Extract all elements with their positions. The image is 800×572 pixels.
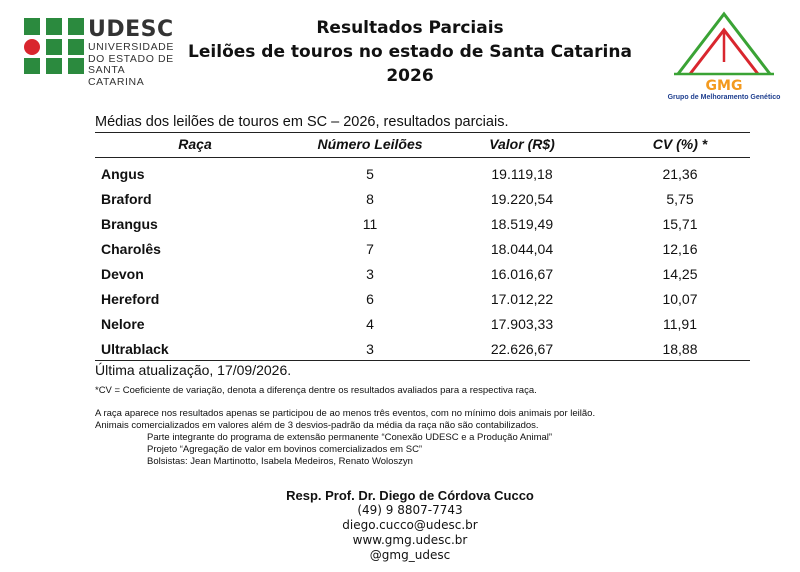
gmg-caption: Grupo de Melhoramento Genético xyxy=(667,94,781,101)
udesc-name: UDESC xyxy=(88,17,174,42)
cell-numero: 7 xyxy=(366,241,374,257)
table-header-rule xyxy=(95,157,750,158)
cell-valor: 18.519,49 xyxy=(490,216,554,232)
title-line-2: Leilões de touros no estado de Santa Catarina xyxy=(188,42,632,62)
title-line-3: 2026 xyxy=(386,66,434,86)
cell-numero: 3 xyxy=(366,266,374,282)
cell-cv: 21,36 xyxy=(662,166,698,182)
table-row xyxy=(95,191,750,211)
table-row xyxy=(95,216,750,236)
note-line-5: Bolsistas: Jean Martinotto, Isabela Medeiros, Renato Woloszyn xyxy=(147,456,413,467)
notes xyxy=(95,408,595,468)
cell-numero: 8 xyxy=(366,191,374,207)
gmg-mark: GMG xyxy=(705,78,743,94)
gmg-logo xyxy=(664,8,784,108)
note-line-3: Parte integrante do programa de extensão permanente “Conexão UDESC e a Produção Animal” xyxy=(147,432,553,443)
note-line-1: A raça aparece nos resultados apenas se participou de ao menos três eventos, com no mínimo dois animais por leilão. xyxy=(95,408,596,419)
table-row xyxy=(95,241,750,261)
header-cv: CV (%) * xyxy=(652,136,708,152)
cell-cv: 5,75 xyxy=(666,191,694,207)
table-row xyxy=(95,316,750,336)
page-title xyxy=(150,16,670,88)
cell-raca: Devon xyxy=(101,266,144,282)
header-raca: Raça xyxy=(178,136,212,152)
note-line-2: Animais comercializados em valores além de 3 desvios-padrão da média da raça não são contabilizados. xyxy=(95,420,539,431)
cell-cv: 14,25 xyxy=(662,266,698,282)
responsible-name: Resp. Prof. Dr. Diego de Córdova Cucco xyxy=(286,488,534,503)
cell-raca: Ultrablack xyxy=(101,341,169,357)
cell-raca: Braford xyxy=(101,191,152,207)
gmg-logo-icon xyxy=(664,8,784,94)
title-line-1: Resultados Parciais xyxy=(316,18,504,38)
last-updated: Última atualização, 17/09/2026. xyxy=(95,362,292,378)
table-header xyxy=(95,136,750,156)
contact-block xyxy=(200,488,620,563)
cv-note: *CV = Coeficiente de variação, denota a diferença dentre os resultados avaliados para a respectiva raça. xyxy=(95,385,537,396)
contact-website: www.gmg.udesc.br xyxy=(352,533,468,547)
table-row xyxy=(95,266,750,286)
cell-valor: 17.012,22 xyxy=(490,291,554,307)
cell-valor: 18.044,04 xyxy=(490,241,554,257)
cell-raca: Angus xyxy=(101,166,145,182)
cell-valor: 19.119,18 xyxy=(491,166,553,182)
header-numero-leiloes: Número Leilões xyxy=(317,136,423,152)
header-valor: Valor (R$) xyxy=(489,136,555,152)
udesc-sub-2: DO ESTADO DE xyxy=(88,52,174,65)
cell-numero: 11 xyxy=(362,216,378,232)
table-row xyxy=(95,291,750,311)
cell-numero: 4 xyxy=(366,316,374,332)
cell-valor: 19.220,54 xyxy=(490,191,554,207)
note-line-4: Projeto “Agregação de valor em bovinos comercializados em SC” xyxy=(147,444,423,455)
cell-valor: 16.016,67 xyxy=(490,266,554,282)
udesc-sub-1: UNIVERSIDADE xyxy=(88,41,174,53)
cell-cv: 10,07 xyxy=(662,291,698,307)
cell-raca: Brangus xyxy=(101,216,158,232)
table-bottom-rule xyxy=(95,360,750,361)
cell-cv: 15,71 xyxy=(662,216,698,232)
cell-cv: 12,16 xyxy=(662,241,698,257)
cell-raca: Charolês xyxy=(101,241,161,257)
cell-numero: 3 xyxy=(366,341,374,357)
contact-social: @gmg_udesc xyxy=(369,548,451,562)
table-row xyxy=(95,166,750,186)
cell-raca: Hereford xyxy=(101,291,160,307)
cell-cv: 18,88 xyxy=(662,341,698,357)
cell-cv: 11,91 xyxy=(663,316,697,332)
cell-valor: 17.903,33 xyxy=(490,316,554,332)
cell-valor: 22.626,67 xyxy=(490,341,554,357)
udesc-logo-icon xyxy=(24,18,84,74)
table-caption: Médias dos leilões de touros em SC – 2026, resultados parciais. xyxy=(95,114,509,130)
cell-numero: 6 xyxy=(366,291,374,307)
table-top-rule xyxy=(95,132,750,133)
udesc-sub-3: SANTA CATARINA xyxy=(88,64,145,88)
cell-raca: Nelore xyxy=(101,316,145,332)
contact-email: diego.cucco@udesc.br xyxy=(342,518,478,532)
table-row xyxy=(95,341,750,361)
contact-phone: (49) 9 8807-7743 xyxy=(357,503,463,517)
cell-numero: 5 xyxy=(366,166,374,182)
